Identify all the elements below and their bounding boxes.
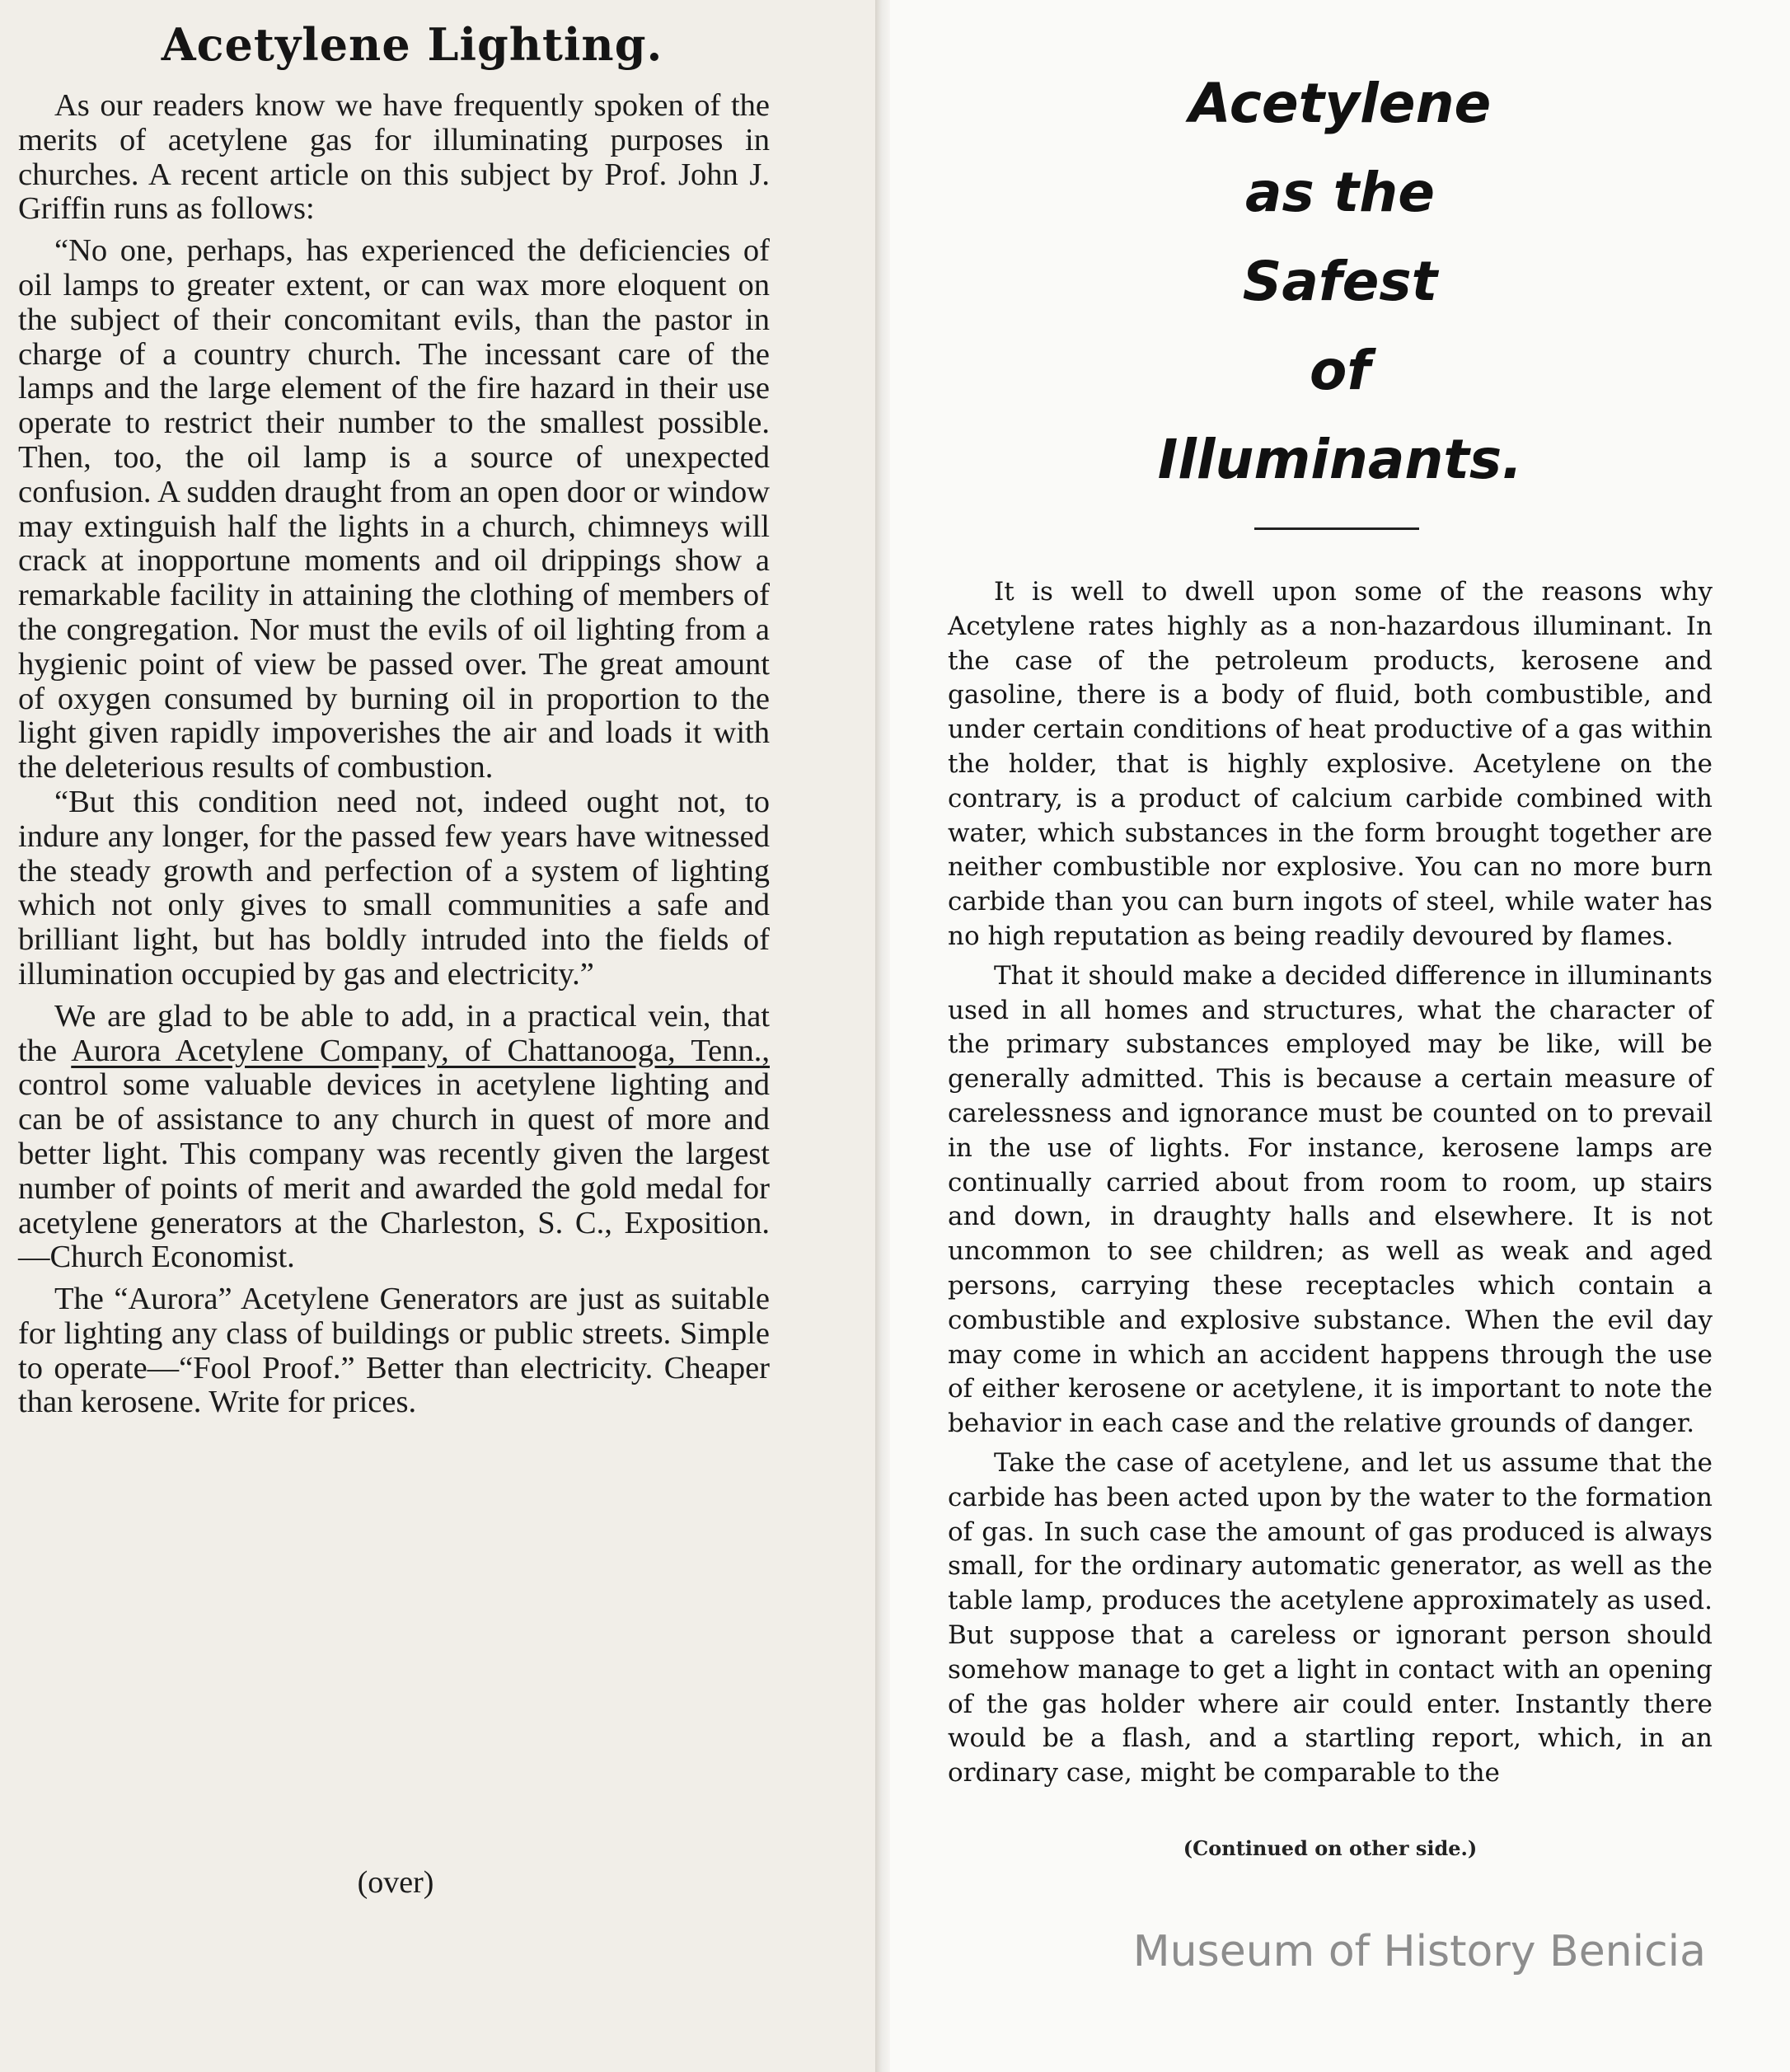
right-paragraph-2: That it should make a decided difference in illuminants used in all homes and structures, what the character of the primary substances employed may be like, will be generally admitted. This is because a certain measure of carelessness and ignorance must be counted on to prevail in the use of lights. For instance, kerosene lamps are continually carried about from room to room, up stairs and down, in draughty halls and elsewhere. It is not uncommon to see children; as well as weak and aged persons, carrying these receptacles which contain a combustible and explosive substance. When the evil day may come in which an accident happens through the use of either kerosene or acetylene, it is important to note the behavior in each case and the relative grounds of danger. (948, 960, 1713, 1439)
title-line: Illuminants. (1157, 428, 1523, 491)
right-page-title (890, 59, 1790, 504)
company-intro-text: We are glad to be able to add, in a practical vein, that the (18, 998, 770, 1068)
right-article-body (948, 575, 1713, 1796)
left-paragraph-quote-1: “No one, perhaps, has experienced the deficiencies of oil lamps to greater extent, or can wax more eloquent on the subject of their concomitant evils, than the pastor in charge of a country church. The incessant care of the lamps and the large element of the fire hazard in their use operate to restrict their number to the smallest possible. Then, too, the oil lamp is a source of unexpected confusion. A sudden draught from an open door or window may extinguish half the lights in a church, chimneys will crack at inopportune moments and oil drippings show a remarkable facility in attaining the clothing of members of the congregation. Nor must the evils of oil lighting from a hygienic point of view be passed over. The great amount of oxygen consumed by burning oil in proportion to the light given rapidly impoverishes the air and loads it with the deleterious results of combustion. (18, 233, 770, 785)
title-line: of (1309, 339, 1371, 402)
left-paragraph-company (18, 1000, 770, 1275)
left-paragraph-quote-2: “But this condition need not, indeed ought not, to indure any longer, for the passed few years have witnessed the steady growth and perfection of a system of lighting which not only gives to small communities a safe and brilliant light, but has boldly intruded into the fields of illumination occupied by gas and electricity.” (18, 784, 770, 991)
company-name: Aurora Acetylene Company, of Chattanooga, Tenn., (71, 1033, 770, 1068)
right-paragraph-3: Take the case of acetylene, and let us assume that the carbide has been acted upon by the water to the formation of gas. In such case the amount of gas produced is always small, for the ordinary automatic generator, as well as the table lamp, produces the acetylene approximately as used. But suppose that a careless or ignorant person should somehow manage to get a light in contact with an opening of the gas holder where air could enter. Instantly there would be a flash, and a startling report, which, in an ordinary case, might be comparable to the (948, 1447, 1713, 1788)
title-line: as the (1244, 161, 1436, 224)
left-paragraph-intro: As our readers know we have frequently spoken of the merits of acetylene gas for illuminating purposes in churches. A recent article on this subject by Prof. John J. Griffin runs as follows: (18, 88, 770, 227)
company-rest-text: control some valuable devices in acetylene lighting and can be of assistance to any church in quest of more and better light. This company was recently given the largest number of points of merit and awarded the gold medal for acetylene generators at the Charleston, S. C., Exposition.—Church Economist. (18, 1067, 770, 1275)
over-note: (over) (357, 1865, 434, 1900)
continued-note: (Continued on other side.) (1183, 1836, 1478, 1860)
left-page-title: Acetylene Lighting. (161, 18, 663, 71)
page-fold (875, 0, 890, 2072)
title-line: Safest (1242, 250, 1438, 313)
right-paragraph-1: It is well to dwell upon some of the reasons why Acetylene rates highly as a non-hazardous illuminant. In the case of the petroleum products, kerosene and gasoline, there is a body of fluid, both combustible, and under certain conditions of heat productive of a gas within the holder, that is highly explosive. Acetylene on the contrary, is a product of calcium carbide combined with water, which substances in the form brought together are neither combustible nor explosive. You can no more burn carbide than you can burn ingots of steel, while water has no high reputation as being readily devoured by flames. (948, 577, 1713, 951)
left-paragraph-closing: The “Aurora” Acetylene Generators are just as suitable for lighting any class of buildings or public streets. Simple to operate—“Fool Proof.” Better than electricity. Cheaper than kerosene. Write for prices. (18, 1282, 770, 1420)
museum-watermark: Museum of History Benicia (1132, 1927, 1706, 1976)
title-line: Acetylene (1188, 72, 1492, 135)
left-article-body (18, 89, 770, 1427)
title-divider (1254, 527, 1419, 530)
